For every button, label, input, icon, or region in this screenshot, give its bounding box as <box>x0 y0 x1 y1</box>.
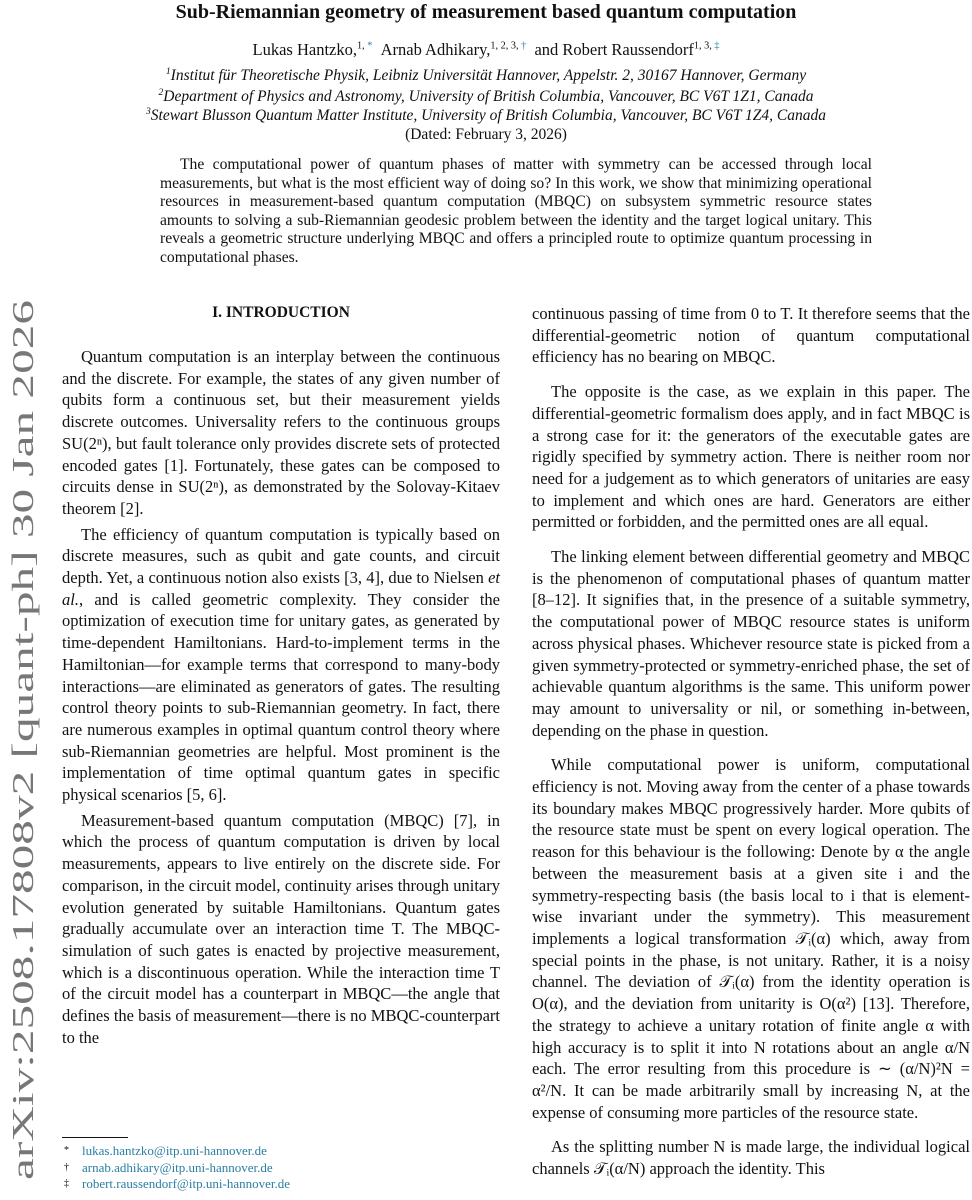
footnote-rule <box>62 1137 128 1138</box>
author-list <box>0 40 972 60</box>
arxiv-watermark-text: arXiv:2508.17808v2 [quant-ph] 30 Jan 2026 <box>5 626 40 1180</box>
footnote <box>62 1160 482 1177</box>
affiliation <box>0 86 972 107</box>
email-link[interactable]: arnab.adhikary@itp.uni-hannover.de <box>82 1159 273 1175</box>
affiliation-number: 2 <box>158 86 164 98</box>
affiliation-text: Department of Physics and Astronomy, University of British Columbia, Vancouver, BC V6T 1Z1, Canada <box>163 88 814 105</box>
paragraph: continuous passing of time from 0 to T. It therefore seems that the differential-geometric notion of quantum computational efficiency has no bearing on MBQC. <box>532 304 970 367</box>
footnote <box>62 1176 482 1193</box>
paragraph: Measurement-based quantum computation (MBQC) [7], in which the process of quantum computation is driven by local measurements, appears to live entirely on the discrete side. For comparison, in the circuit model, continuity arises through unitary evolution generated by suitable Hamiltonians. Quantum gates gradually accumulate over an interaction time T. The MBQC-simulation of such gates is enacted by projective measurement, which is a discontinuous operation. While the interaction time T of the circuit model has a counterpart in MBQC—the angle that defines the basis of measurement—there is no MBQC-counterpart to the <box>62 810 500 1047</box>
paragraph-text: , and is called geometric complexity. They consider the optimization of execution time for unitary gates, as generated by time-dependent Hamiltonians. Hard-to-implement terms in the Hamiltonian—for example terms that correspond to many-body interactions—are eliminated as generators of gates. The resulting control theory points to sub-Riemannian geometry. In fact, there are numerous examples in optimal quantum control theory where sub-Riemannian geometries are helpful. Most prominent is the implementation of time optimal quantum gates in specific physical scenarios [5, 6]. <box>62 589 500 805</box>
affiliation-number: 3 <box>145 105 151 117</box>
affiliation-text: Stewart Blusson Quantum Matter Institute, University of British Columbia, Vancouver, BC V6T 1Z4, Canada <box>150 107 827 124</box>
abstract: The computational power of quantum phases of matter with symmetry can be accessed through local measurements, but what is the most efficient way of doing so? In this work, we show that minimizing operational resources in measurement-based quantum computation (MBQC) on subsystem symmetric resource states amounts to solving a sub-Riemannian geodesic problem between the identity and the target logical unitary. This reveals a geometric structure underlying MBQC and offers a principled route to optimize quantum processing in computational phases. <box>160 156 872 266</box>
section-heading: I. INTRODUCTION <box>212 304 350 321</box>
paragraph: While computational power is uniform, computational efficiency is not. Moving away from the center of a phase towards its boundary makes MBQC progressively harder. More qubits of the resource state must be spent on every logical operation. The reason for this behaviour is the following: Denote by α the angle between the measurement basis at a given site i and the symmetry-respecting basis (the basis local to i that is element-wise invariant under the symmetry). This measurement implements a logical transformation 𝒯ᵢ(α) which, away from special points in the phase, is not unitary. Rather, it is a noisy channel. The deviation of 𝒯ᵢ(α) from the identity operation is O(α), and the deviation from unitarity is O(α²) [13]. Therefore, the strategy to achieve a unitary rotation of finite angle α with high accuracy is to split it into N rotations about an angle α/N each. The error resulting from this procedure is ∼ (α/N)²N = α²/N. It can be made arbitrarily small by increasing N, at the expense of consuming more particles of the resource state. <box>532 755 970 1122</box>
footnote <box>62 1143 482 1160</box>
footnote-mark: * <box>64 1145 69 1156</box>
left-column <box>62 346 500 1049</box>
paragraph: The linking element between differential geometry and MBQC is the phenomenon of computational phases of quantum matter [8–12]. It signifies that, in the presence of a suitable symmetry, the computational power of MBQC resource states is uniform across physical phases. Whichever resource state is picked from a given symmetry-protected or symmetry-enriched phase, the set of achievable quantum algorithms is the same. This uniform power may amount to universality or nil, or something in-between, depending on the phase in question. <box>532 547 970 740</box>
affiliation <box>0 105 972 126</box>
author-affil-numbers: 1, 3, <box>693 40 715 52</box>
author-name: Robert Raussendorf <box>562 40 694 59</box>
author-connector: and <box>534 40 559 59</box>
affiliation-number: 1 <box>165 65 171 77</box>
affiliation <box>0 65 972 86</box>
footnote-link[interactable]: ‡ <box>714 40 720 52</box>
footnote-mark: † <box>64 1161 69 1173</box>
footnote-mark: ‡ <box>64 1178 69 1189</box>
paragraph-text: The efficiency of quantum computation is typically based on discrete measures, such as qubit and gate counts, and circuit depth. Yet, a continuous notion also exists [3, 4], due to Nielsen <box>62 524 500 588</box>
author-name: Arnab Adhikary, <box>380 40 491 59</box>
affiliation-text: Institut für Theoretische Physik, Leibniz Universität Hannover, Appelstr. 2, 30167 Hannover, Germany <box>170 67 807 84</box>
author-affil-numbers: 1, <box>357 40 368 52</box>
paragraph: Quantum computation is an interplay between the continuous and the discrete. For example, the states of any given number of qubits form a continuous set, but their measurement yields discrete outcomes. Universality refers to the continuous groups SU(2ⁿ), but fault tolerance only provides discrete sets of protected encoded gates [1]. Fortunately, these gates can be composed to circuits dense in SU(2ⁿ), as demonstrated by the Solovay-Kitaev theorem [2]. <box>62 347 500 518</box>
footnote-link[interactable]: † <box>521 40 527 52</box>
paragraph: The opposite is the case, as we explain in this paper. The differential-geometric formalism does apply, and in fact MBQC is a strong case for it: the generators of the executable gates are rigidly specified by symmetry action. There is neither room nor need for a judgement as to which generators of unitaries are easy to implement and which ones are hard. Generators are either permitted or forbidden, and the permitted ones are all equal. <box>532 382 970 532</box>
arxiv-watermark <box>0 290 47 1190</box>
paragraph: As the splitting number N is made large, the individual logical channels 𝒯ᵢ(α/N) approach the identity. This <box>532 1137 970 1179</box>
email-link[interactable]: lukas.hantzko@itp.uni-hannover.de <box>82 1143 267 1158</box>
dated-line: (Dated: February 3, 2026) <box>405 126 567 143</box>
et-al: et al. <box>62 568 500 609</box>
paragraph <box>62 524 500 806</box>
footnote-link[interactable]: * <box>367 40 373 52</box>
email-link[interactable]: robert.raussendorf@itp.uni-hannover.de <box>82 1176 290 1191</box>
author-name: Lukas Hantzko, <box>252 40 358 59</box>
footnotes <box>62 1143 482 1193</box>
right-column <box>532 303 970 1180</box>
paper-title: Sub-Riemannian geometry of measurement based quantum computation <box>175 1 797 23</box>
author-affil-numbers: 1, 2, 3, <box>490 40 522 52</box>
